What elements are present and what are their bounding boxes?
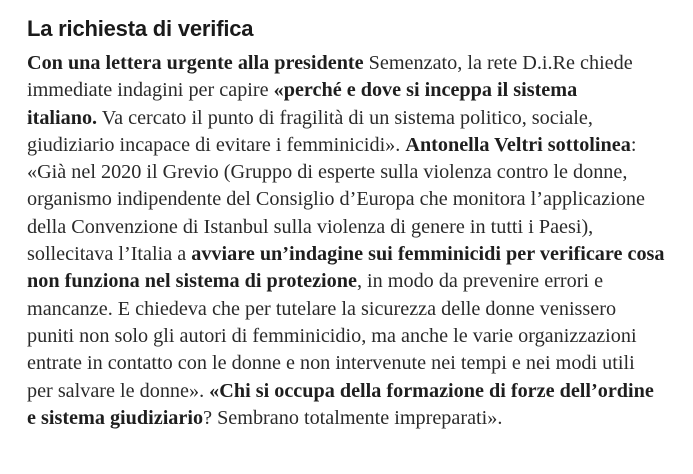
bold-text-segment: non funziona nel sistema di protezione [27,270,357,293]
paragraph-line [27,350,681,377]
paragraph-line [27,378,681,405]
bold-text-segment: Antonella Veltri sottolinea [405,133,631,156]
paragraph-line [27,296,681,323]
text-segment: entrate in contatto con le donne e non intervenute nei tempi e nei modi utili [27,352,635,375]
paragraph-line [27,77,681,104]
paragraph-line [27,268,681,295]
bold-text-segment: «perché e dove si inceppa il sistema [273,79,578,102]
bold-text-segment: e sistema giudiziario [27,406,204,429]
text-segment: per salvare le donne». [27,379,210,402]
paragraph-line [27,50,681,77]
text-segment: «Già nel 2020 il Grevio (Gruppo di esperte sulla violenza contro le donne, [27,161,628,184]
text-segment: Va cercato il punto di fragilità di un sistema politico, sociale, [97,106,593,129]
bold-text-segment: Con una lettera urgente alla presidente [27,52,369,74]
text-segment: sollecitava l’Italia a [27,243,192,266]
paragraph-line [27,241,681,268]
text-segment: puniti non solo gli autori di femminicidio, ma anche le varie organizzazioni [27,324,637,347]
text-segment: giudiziario incapace di evitare i femminicidi». [27,133,406,156]
text-segment: Semenzato [368,52,458,74]
text-segment: : [630,133,637,156]
paragraph-line [27,132,681,159]
bold-text-segment: «Chi si occupa della formazione di forze dell’ordine [209,379,654,402]
paragraph-line [27,214,681,241]
paragraph-line [27,105,681,132]
text-segment: , la rete D.i.Re chiede [457,52,633,74]
text-segment: immediate indagini per capire [27,79,274,102]
bold-text-segment: avviare un’indagine sui femminicidi per verificare cosa [191,243,665,266]
text-segment: ? Sembrano totalmente impreparati». [203,406,503,429]
text-segment: organismo indipendente del Consiglio d’Europa che monitora l’applicazione [27,188,645,211]
paragraph-line [27,186,681,213]
paragraph-line [27,405,681,432]
paragraph-line [27,323,681,350]
article-heading: La richiesta di verifica [27,16,254,41]
text-segment: mancanze. E chiedeva che per tutelare la sicurezza delle donne venissero [27,297,617,320]
article-body [27,50,681,432]
paragraph-line [27,159,681,186]
text-segment: , in modo da prevenire errori e [356,270,604,293]
bold-text-segment: italiano. [27,106,98,129]
text-segment: della Convenzione di Istanbul sulla violenza di genere in tutti i Paesi), [27,215,594,238]
